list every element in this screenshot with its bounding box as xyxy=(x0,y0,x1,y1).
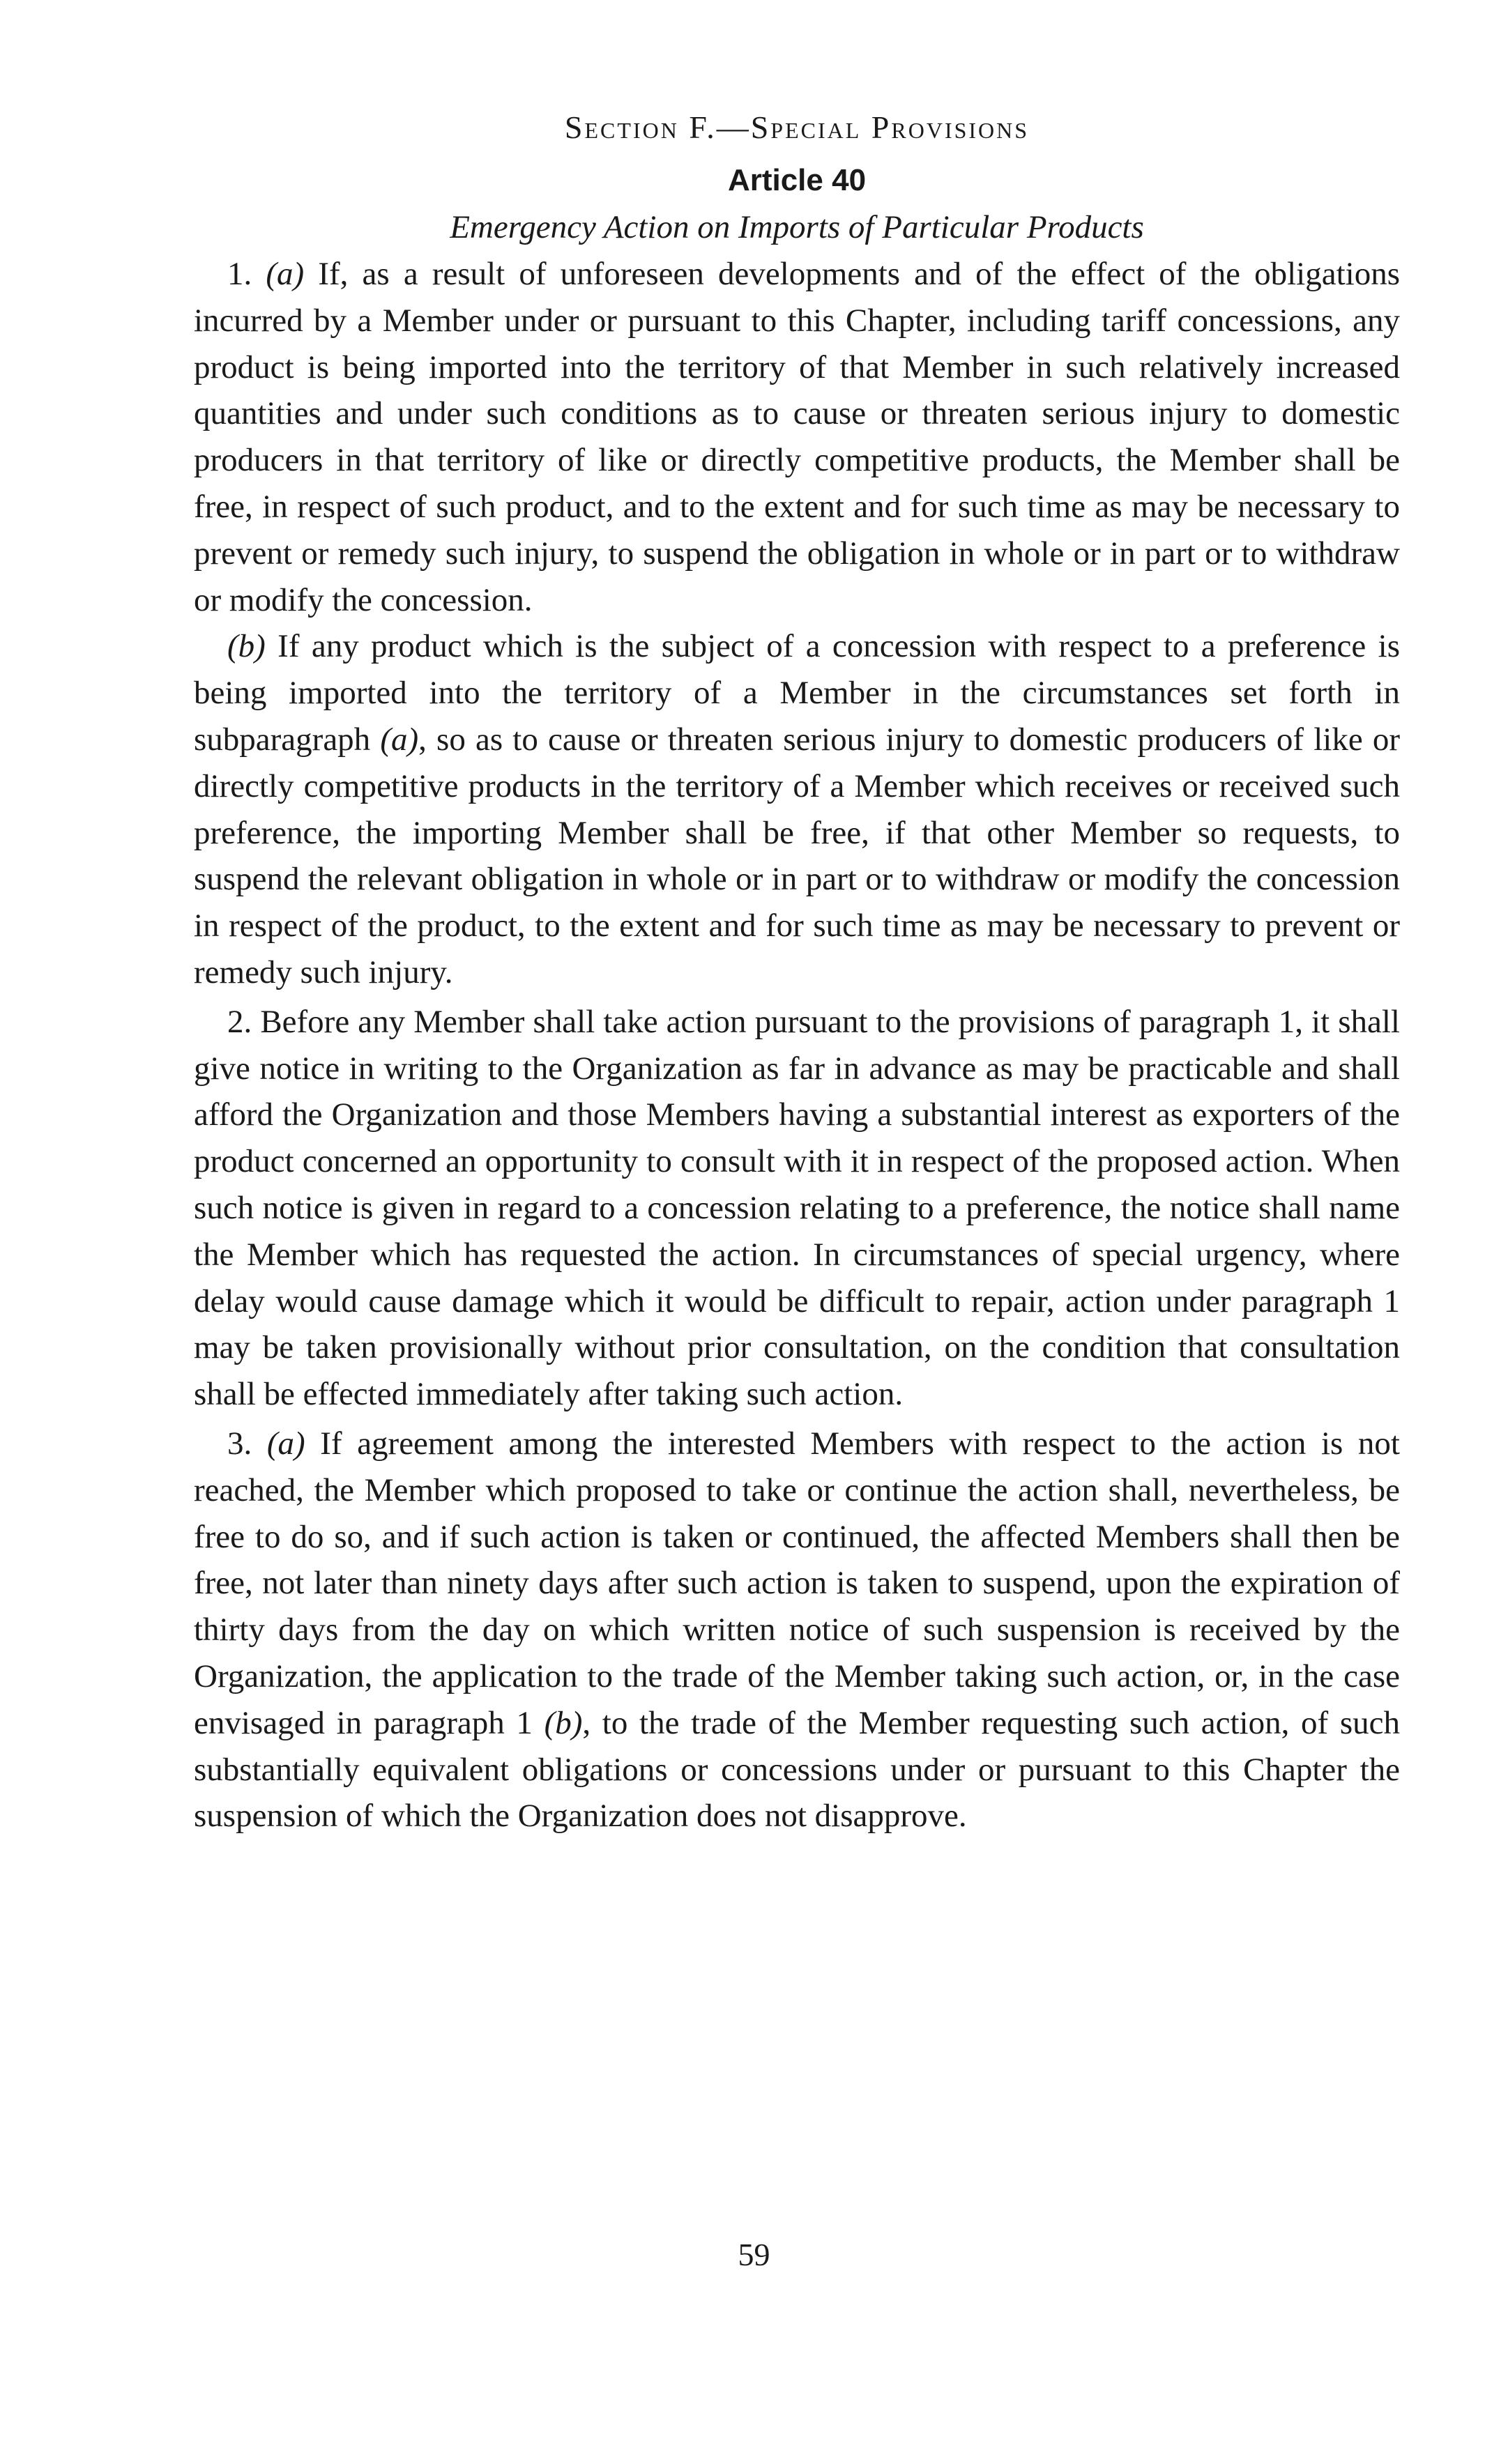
paragraph-text: If agreement among the interested Members with respect to the action is not reached, the Member which proposed to take or continue the action shall, nevertheless, be free to do so, and if such action is taken or continued, the affected Members shall then be free, not later than ninety days after such action is taken to suspend, upon the expiration of thirty days from the day on which written notice of such suspension is received by the Organization, the application to the trade of the Member taking such action, or, in the case envisaged in paragraph 1 xyxy=(194,1425,1400,1741)
paragraph-3a xyxy=(194,1421,1400,1839)
paragraph-number: 1. xyxy=(227,256,266,292)
subparagraph-label: (b) xyxy=(227,628,266,665)
paragraph-text: , so as to cause or threaten serious injury to domestic producers of like or directly competitive products in the territory of a Member which receives or received such preference, the importing Member shall be free, if that other Member so requests, to suspend the relevant obligation in whole or in part or to withdraw or modify the concession in respect of the product, to the extent and for such time as may be necessary to prevent or remedy such injury. xyxy=(194,721,1400,990)
paragraph-text: If, as a result of unforeseen developments and of the effect of the obligations incurred by a Member under or pursuant to this Chapter, including tariff concessions, any product is being imported into the territory of that Member in such relatively increased quantities and under such conditions as to cause or threaten serious injury to domestic producers in that territory of like or directly competitive products, the Member shall be free, in respect of such product, and to the extent and for such time as may be necessary to prevent or remedy such injury, to suspend the obligation in whole or in part or to withdraw or modify the concession. xyxy=(194,256,1400,618)
paragraph-number: 3. xyxy=(227,1425,267,1462)
paragraph-1a xyxy=(194,251,1400,623)
paragraph-text: Before any Member shall take action pursuant to the provisions of paragraph 1, it shall give notice in writing to the Organization as far in advance as may be practicable and shall afford the Organization and those Members having a substantial interest as exporters of the product concerned an opportunity to consult with it in respect of the proposed action. When such notice is given in regard to a concession relating to a preference, the notice shall name the Member which has requested the action. In circumstances of special urgency, where delay would cause damage which it would be difficult to repair, action under paragraph 1 may be taken provisionally without prior consultation, on the condition that consultation shall be effected immediately after taking such action. xyxy=(194,1003,1400,1413)
document-page xyxy=(194,105,1400,1839)
paragraph-number: 2. xyxy=(227,1003,252,1040)
subparagraph-label: (a) xyxy=(266,256,305,292)
subparagraph-label: (a) xyxy=(266,1425,305,1462)
page-number: 59 xyxy=(738,2237,770,2272)
paragraph-2 xyxy=(194,999,1400,1418)
article-subtitle: Emergency Action on Imports of Particular Products xyxy=(450,209,1144,245)
article-heading: Article 40 xyxy=(727,163,867,197)
subparagraph-reference: (b) xyxy=(544,1704,583,1741)
paragraph-text: , to the trade of the Member requesting such action, of such substantially equivalent obligations or concessions under or pursuant to this Chapter the suspension of which the Organization does not disapprove. xyxy=(194,1704,1401,1835)
paragraph-text: If any product which is the subject of a concession with respect to a preference is being imported into the territory of a Member in the circumstances set forth in subparagraph xyxy=(194,628,1400,758)
section-heading: Section F.—Special Provisions xyxy=(564,109,1030,145)
paragraph-1b xyxy=(194,623,1400,995)
subparagraph-reference: (a) xyxy=(380,721,419,758)
